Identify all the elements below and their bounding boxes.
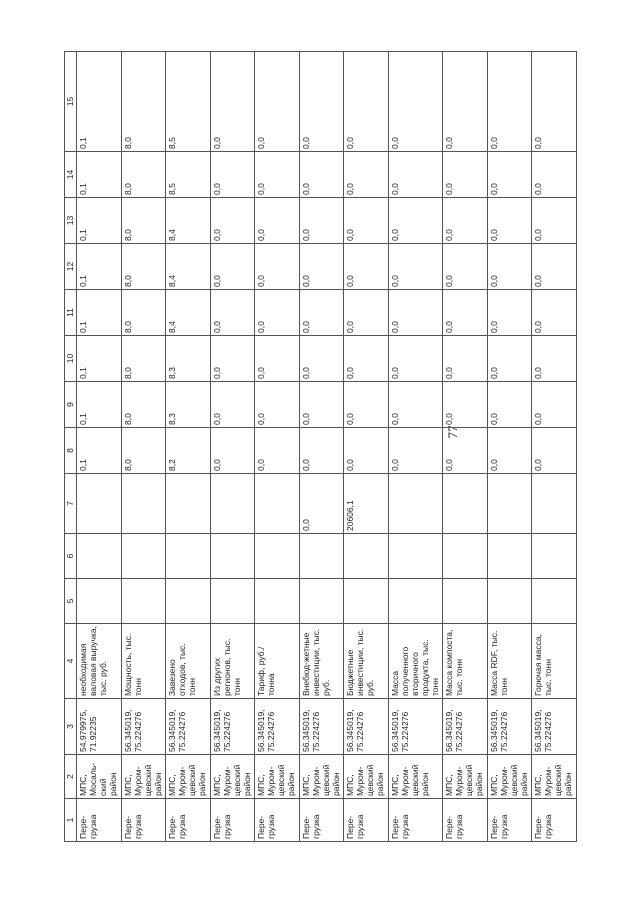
value-cell: 8,5 [166,52,211,152]
value-cell: 8,4 [166,290,211,336]
table-cell: МПС, Муром- цевский район [487,755,532,799]
value-cell: 0,0 [443,428,488,474]
value-cell: 0,0 [443,52,488,152]
value-cell: 0,0 [210,290,255,336]
value-cell: 0,0 [299,198,344,244]
table-cell [532,474,577,534]
value-cell: 8,0 [121,336,166,382]
table-cell [388,579,443,624]
table-cell: Пере- грузка [344,799,389,842]
table-cell: Горючая масса, тыс. тонн [532,624,577,699]
table-row [210,52,255,842]
table-cell: Пере- грузка [166,799,211,842]
table-cell [344,534,389,579]
table-cell [532,534,577,579]
table-cell: Пере- грузка [121,799,166,842]
table-cell [443,579,488,624]
column-header: 13 [65,198,77,244]
value-cell: 0,0 [210,198,255,244]
table-cell: МПС, Муром- цевский район [299,755,344,799]
table-cell [166,579,211,624]
value-cell: 0,0 [487,428,532,474]
table-row [532,52,577,842]
value-cell: 0,0 [532,382,577,428]
table-cell: МПС, Мосаль- ский район [77,755,122,799]
value-cell: 0,0 [487,244,532,290]
value-cell: 0,0 [388,382,443,428]
value-cell: 0,0 [255,428,300,474]
value-cell: 0,0 [255,52,300,152]
value-cell: 8,5 [166,152,211,198]
table-cell: Пере- грузка [388,799,443,842]
table-cell: 56.345019, 75.224276 [121,699,166,755]
value-cell: 0,0 [299,336,344,382]
table-cell [532,579,577,624]
table-cell: 56.345019, 75.224276 [487,699,532,755]
value-cell: 0,0 [210,428,255,474]
table-cell [487,474,532,534]
table-cell: МПС, Муром- цевский район [255,755,300,799]
value-cell: 8,0 [121,198,166,244]
table-cell: Бюджетные инвестиции, тыс. руб. [344,624,389,699]
column-header: 15 [65,52,77,152]
table-cell: 56.345019, 75.224276 [443,699,488,755]
column-header: 1 [65,799,77,842]
table-cell: Тариф, руб./тонна [255,624,300,699]
page-number: 77 [445,425,460,439]
value-cell: 0,1 [77,52,122,152]
value-cell: 8,4 [166,198,211,244]
value-cell: 0,0 [344,428,389,474]
value-cell: 0,0 [299,52,344,152]
table-cell: Пере- грузка [532,799,577,842]
column-header: 5 [65,579,77,624]
column-header: 9 [65,382,77,428]
table-cell [299,534,344,579]
value-cell: 0,0 [443,152,488,198]
value-cell: 0,0 [210,382,255,428]
table-row [166,52,211,842]
value-cell: 0,0 [299,152,344,198]
table-cell [255,474,300,534]
value-cell: 0,0 [388,244,443,290]
value-cell: 0,0 [255,290,300,336]
value-cell: 0,0 [388,198,443,244]
rotated-table-container [64,52,577,842]
value-cell: 0,0 [344,52,389,152]
table-cell: Завезено отходов, тыс. тонн [166,624,211,699]
value-cell: 8,0 [121,52,166,152]
value-cell: 0,0 [210,152,255,198]
value-cell: 0,0 [532,52,577,152]
value-cell: 8,4 [166,244,211,290]
table-row [77,52,122,842]
table-cell [443,474,488,534]
value-cell: 0,0 [532,290,577,336]
header-row [65,52,77,842]
value-cell: 0,0 [487,290,532,336]
table-cell: 54.979975, 71.92235 [77,699,122,755]
table-cell [166,474,211,534]
table-cell: Пере- грузка [443,799,488,842]
table-row [443,52,488,842]
table-cell [487,579,532,624]
table-row [299,52,344,842]
value-cell: 0,0 [532,198,577,244]
table-cell [166,534,211,579]
value-cell: 8,0 [121,290,166,336]
value-cell: 0,0 [299,290,344,336]
value-cell: 0,0 [255,382,300,428]
column-header: 7 [65,474,77,534]
table-cell [121,579,166,624]
value-cell: 0,1 [77,198,122,244]
value-cell: 0,0 [532,428,577,474]
table-cell: Пере- грузка [299,799,344,842]
table-row [255,52,300,842]
value-cell: 0,0 [388,428,443,474]
table-cell: МПС, Муром- цевский район [121,755,166,799]
value-cell: 8,2 [166,428,211,474]
column-header: 11 [65,290,77,336]
table-cell [344,579,389,624]
table-cell [77,579,122,624]
value-cell: 0,0 [344,290,389,336]
value-cell: 0,0 [487,336,532,382]
table-cell: Из других регионов, тыс. тонн [210,624,255,699]
value-cell: 0,0 [210,52,255,152]
table-cell: Мощность, тыс. тонн [121,624,166,699]
table-cell: Масса компоста, тыс. тонн [443,624,488,699]
column-header: 14 [65,152,77,198]
table-cell [210,474,255,534]
table-cell [487,534,532,579]
table-cell [210,579,255,624]
value-cell: 0,0 [388,290,443,336]
table-cell: МПС, Муром- цевский район [532,755,577,799]
column-header: 10 [65,336,77,382]
table-cell: МПС, Муром- цевский район [443,755,488,799]
table-row [487,52,532,842]
table-cell [210,534,255,579]
table-cell: 56.345019, 75.224276 [210,699,255,755]
table-cell: 20606,1 [344,474,389,534]
value-cell: 0,0 [299,428,344,474]
table-cell [255,579,300,624]
table-cell [77,474,122,534]
table-cell: 0,0 [299,474,344,534]
table-cell: МПС, Муром- цевский район [344,755,389,799]
table-row [388,52,443,842]
value-cell: 0,0 [388,152,443,198]
table-cell: МПС, Муром- цевский район [166,755,211,799]
value-cell: 8,0 [121,244,166,290]
table-cell [443,534,488,579]
table-cell: 56.345019, 75.224276 [255,699,300,755]
value-cell: 0,0 [344,382,389,428]
table-cell: 56.345019, 75.224276 [344,699,389,755]
table-cell: Масса полученного вторичного продукта, тыс. тонн [388,624,443,699]
value-cell: 0,0 [255,198,300,244]
value-cell: 0,0 [210,336,255,382]
value-cell: 8,0 [121,382,166,428]
table-cell: Внебюд-жетные инвестиции, тыс. руб. [299,624,344,699]
column-header: 2 [65,755,77,799]
value-cell: 0,0 [487,382,532,428]
table-cell [121,534,166,579]
table-cell: Пере- грузка [255,799,300,842]
value-cell: 0,0 [532,244,577,290]
value-cell: 8,3 [166,382,211,428]
column-header: 3 [65,699,77,755]
table-row [344,52,389,842]
value-cell: 0,1 [77,428,122,474]
column-header: 12 [65,244,77,290]
column-header: 6 [65,534,77,579]
column-header: 4 [65,624,77,699]
table-cell: Пере- грузка [77,799,122,842]
table-cell [77,534,122,579]
value-cell: 0,0 [299,244,344,290]
value-cell: 0,0 [344,152,389,198]
value-cell: 0,0 [255,152,300,198]
value-cell: 0,0 [443,336,488,382]
value-cell: 0,0 [443,290,488,336]
value-cell: 8,3 [166,336,211,382]
column-header: 8 [65,428,77,474]
table-cell: 56.345019, 75.224276 [299,699,344,755]
data-table [64,51,577,842]
table-cell: 56.345019, 75.224276 [388,699,443,755]
value-cell: 0,0 [255,336,300,382]
value-cell: 0,0 [388,52,443,152]
value-cell: 8,0 [121,152,166,198]
value-cell: 0,1 [77,152,122,198]
value-cell: 0,0 [210,244,255,290]
value-cell: 0,0 [255,244,300,290]
value-cell: 0,0 [487,152,532,198]
value-cell: 0,0 [532,152,577,198]
table-cell: Пере- грузка [210,799,255,842]
value-cell: 0,0 [388,336,443,382]
value-cell: 0,0 [344,198,389,244]
table-cell: 56.345019, 75.224276 [532,699,577,755]
value-cell: 0,0 [299,382,344,428]
value-cell: 0,0 [532,336,577,382]
value-cell: 0,0 [443,198,488,244]
value-cell: 0,0 [443,382,488,428]
value-cell: 0,1 [77,336,122,382]
value-cell: 0,0 [487,52,532,152]
table-cell: МПС, Муром- цевский район [210,755,255,799]
table-cell: необходимая валовая выручка, тыс. руб. [77,624,122,699]
value-cell: 0,0 [344,336,389,382]
value-cell: 8,0 [121,428,166,474]
table-cell [255,534,300,579]
value-cell: 0,1 [77,244,122,290]
table-cell [121,474,166,534]
table-row [121,52,166,842]
table-cell [299,579,344,624]
value-cell: 0,1 [77,382,122,428]
value-cell: 0,0 [443,244,488,290]
table-cell: Пере- грузка [487,799,532,842]
table-cell [388,534,443,579]
value-cell: 0,1 [77,290,122,336]
table-cell: Масса RDF, тыс. тонн [487,624,532,699]
value-cell: 0,0 [487,198,532,244]
table-cell: 56.345019, 75.224276 [166,699,211,755]
value-cell: 0,0 [344,244,389,290]
table-cell [388,474,443,534]
table-cell: МПС, Муром- цевский район [388,755,443,799]
